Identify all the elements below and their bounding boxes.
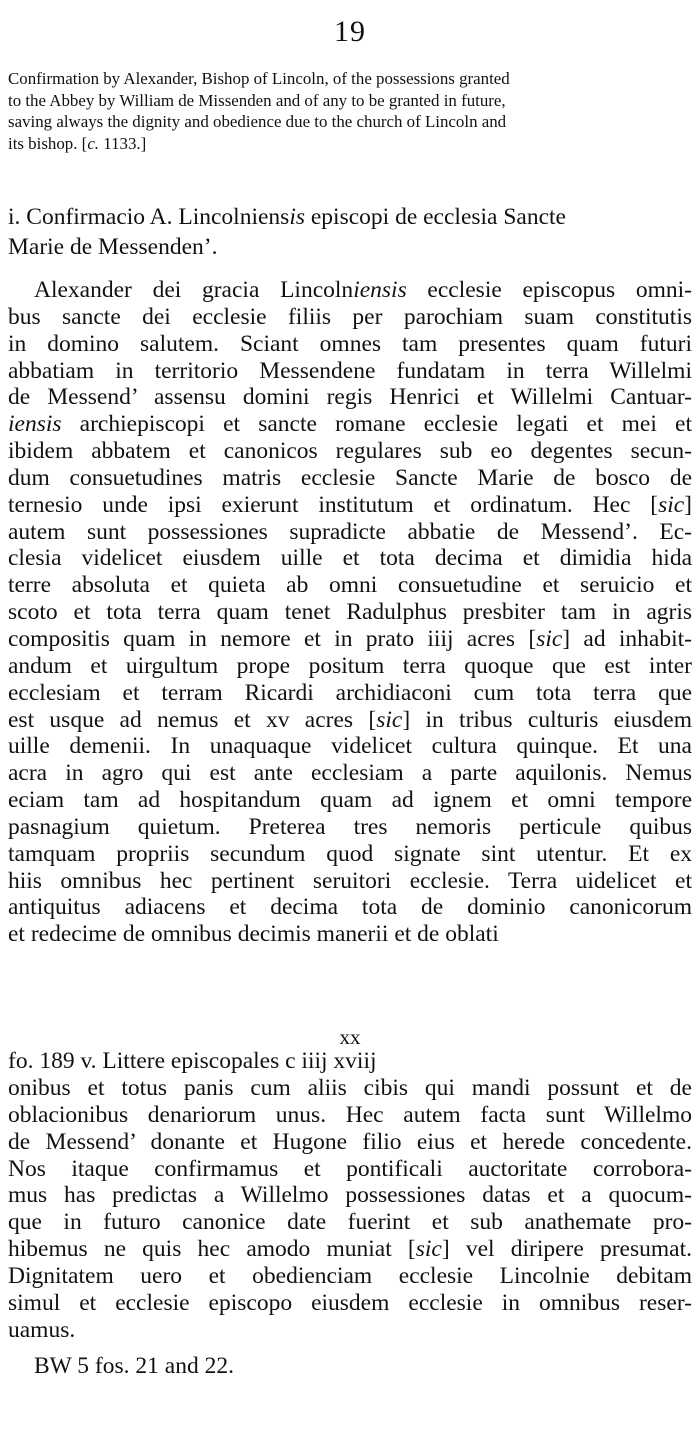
abstract-line: saving always the dignity and obedience due to the church of Lincoln and: [8, 112, 507, 131]
charter-line: ecclesiam et terram Ricardi archidiaconi cum tota terra que: [8, 679, 692, 706]
folio-reference: fo. 189 v. Littere episcopales c iiij xviij: [8, 1048, 377, 1074]
charter-line: uille demenii. In unaquaque videlicet cultura quinque. Et una: [8, 733, 692, 760]
charter-line: hiis omnibus hec pertinent seruitori ecclesie. Terra uidelicet et: [8, 867, 692, 894]
charter-line: de Messend’ donante et Hugone filio eius et herede concedente.: [8, 1128, 692, 1155]
heading-line: [8, 202, 696, 232]
charter-line: scoto et tota terra quam tenet Radulphus presbiter tam in agris: [8, 599, 692, 626]
charter-text-span: ] ad inhabit-: [562, 625, 692, 652]
charter-line: eciam tam ad hospitandum quam ad ignem et omni tempore: [8, 787, 692, 814]
charter-line: clesia videlicet eiusdem uille et tota decima et dimidia hida: [8, 545, 692, 572]
charter-text-span: ] vel diripere presumat.: [441, 1236, 693, 1263]
charter-line: [8, 707, 692, 734]
heading-text: i. Confirmacio A. Lincolniens: [8, 204, 290, 230]
marginal-numeral: xx: [339, 1025, 361, 1049]
charter-text-span: hibemus ne quis hec amodo muniat [: [8, 1236, 416, 1263]
english-abstract: [8, 68, 696, 154]
charter-line: simul et ecclesie episcopo eiusdem ecclesie in omnibus reser-: [8, 1289, 692, 1316]
charter-text-span: compositis quam in nemore et in prato iiij acres [: [8, 625, 537, 652]
abstract-date: 1133.]: [99, 133, 147, 153]
charter-line: bus sancte dei ecclesie filiis per parochiam suam constitutis: [8, 303, 692, 330]
heading-expansion: is: [289, 204, 305, 230]
charter-line: antiquitus adiacens et decima tota de dominio canonicorum: [8, 894, 692, 921]
charter-text-span: est usque ad nemus et xv acres [: [8, 706, 377, 733]
charter-continuation: [8, 1075, 692, 1343]
charter-line: [8, 411, 692, 438]
charter-line: Nos itaque confirmamus et pontificali auctoritate corrobora-: [8, 1155, 692, 1182]
abstract-line: to the Abbey by William de Missenden and of any to be granted in future,: [8, 90, 506, 110]
charter-line: onibus et totus panis cum aliis cibis qui mandi possunt et de: [8, 1075, 692, 1101]
charter-line: et redecime de omnibus decimis manerii et de oblati: [8, 921, 499, 948]
charter-line: [8, 492, 692, 519]
charter-line: ibidem abbatem et canonicos regulares sub eo degentes secun-: [8, 438, 692, 465]
expansion: iensis: [8, 411, 62, 438]
charter-line: [8, 277, 692, 304]
charter-text-span: ternesio unde ipsi exierunt institutum et ordinatum. Hec [: [8, 491, 659, 518]
charter-line: abbatiam in territorio Messendene fundatam in terra Willelmi: [8, 357, 692, 384]
charter-line: pasnagium quietum. Preterea tres nemoris perticule quibus: [8, 813, 692, 840]
charter-line: uamus.: [8, 1316, 76, 1343]
sic-note: sic: [658, 491, 685, 518]
charter-line: dum consuetudines matris ecclesie Sancte Marie de bosco de: [8, 464, 692, 491]
charter-text-span: ] in tribus culturis eiusdem: [402, 706, 692, 733]
abstract-line: [8, 133, 696, 155]
charter-line: tamquam propriis secundum quod signate sint utentur. Et ex: [8, 840, 692, 867]
charter-line: in domino salutem. Sciant omnes tam presentes quam futuri: [8, 330, 692, 357]
expansion: iensis: [353, 277, 407, 303]
charter-line: andum et uirgultum prope positum terra quoque que est inter: [8, 652, 692, 679]
charter-line: [8, 1236, 692, 1263]
charter-line: acra in agro qui est ante ecclesiam a parte aquilonis. Nemus: [8, 760, 692, 787]
charter-text-span: Alexander dei gracia Lincoln: [34, 277, 354, 303]
circa-abbrev: c.: [87, 133, 100, 153]
charter-line: Dignitatem uero et obedienciam ecclesie Lincolnie debitam: [8, 1262, 692, 1289]
charter-text-span: archiepiscopi et sancte romane ecclesie legati et mei et: [61, 411, 692, 438]
charter-line: que in futuro canonice date fuerint et sub anathemate pro-: [8, 1209, 692, 1236]
charter-line: oblacionibus denariorum unus. Hec autem facta sunt Willelmo: [8, 1101, 692, 1128]
heading-text: episcopi de ecclesia Sancte: [305, 204, 566, 230]
charter-line: autem sunt possessiones supradicte abbatie de Messend’. Ec-: [8, 518, 692, 545]
sic-note: sic: [536, 625, 563, 652]
abstract-line: Confirmation by Alexander, Bishop of Lincoln, of the possessions granted: [8, 69, 510, 88]
abstract-text: its bishop. [: [8, 133, 88, 153]
charter-line: [8, 626, 692, 653]
charter-text-span: ecclesie episcopus omni-: [406, 277, 692, 303]
source-reference: BW 5 fos. 21 and 22.: [34, 1353, 234, 1379]
charter-text-span: ]: [684, 491, 692, 518]
charter-line: de Messend’ assensu domini regis Henrici et Willelmi Cantuar-: [8, 384, 692, 411]
charter-text: [8, 277, 692, 948]
sic-note: sic: [415, 1236, 442, 1263]
charter-heading: [8, 202, 696, 262]
charter-line: terre absoluta et quieta ab omni consuetudine et seruicio et: [8, 572, 692, 599]
heading-line: Marie de Messenden’.: [8, 234, 218, 260]
page-number: 19: [334, 15, 366, 48]
sic-note: sic: [376, 706, 403, 733]
charter-line: mus has predictas a Willelmo possessiones datas et a quocum-: [8, 1182, 692, 1209]
